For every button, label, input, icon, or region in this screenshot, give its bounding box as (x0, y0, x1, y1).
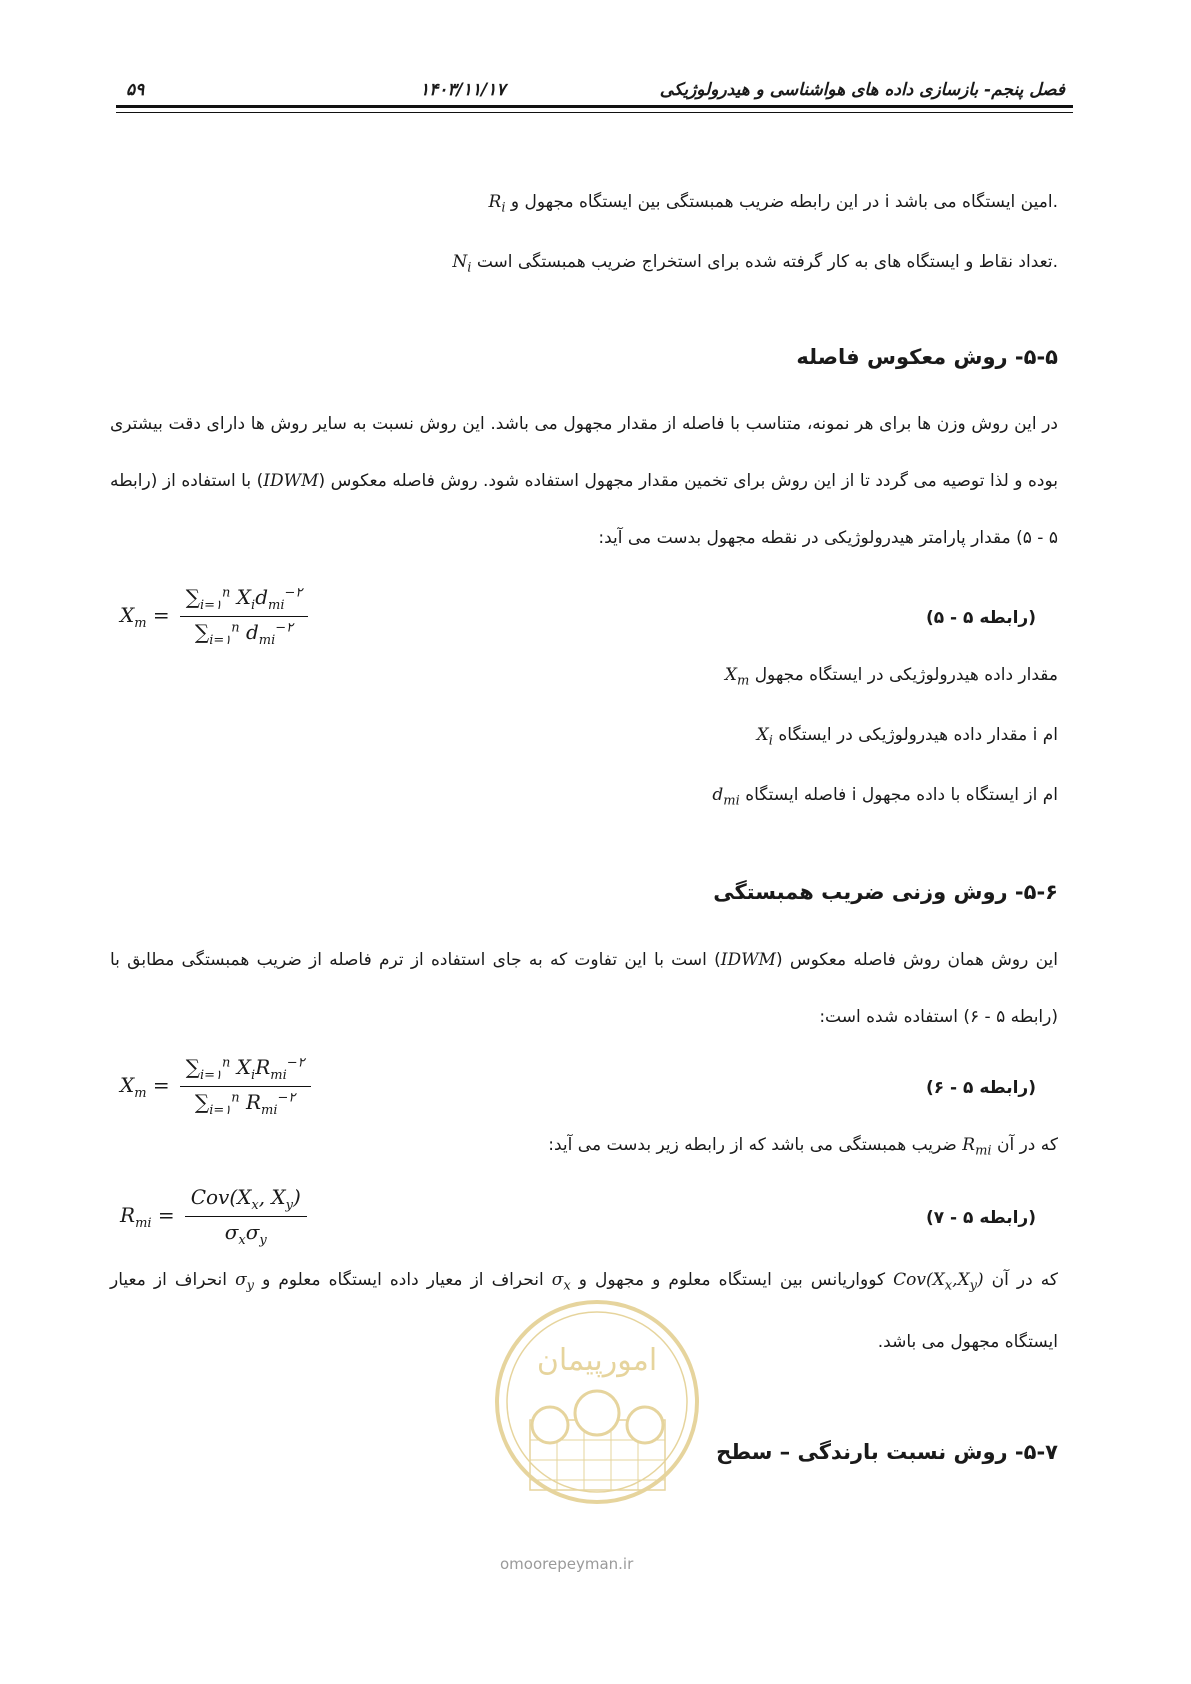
equation-label-5-6: (رابطه ۵ - ۶) (925, 1078, 1036, 1098)
watermark-url: omoorepeyman.ir (500, 1555, 634, 1573)
n-definition-text: تعداد نقاط و ایستگاه های به کار گرفته شده برای استخراج ضریب همبستگی است. (476, 252, 1058, 272)
equation-5-6: $X_m$ = $\frac{\sum_{i=۱}^n X_iR_{mi}^{-۲}}{\sum_{i=۱}^n R_{mi}^{-۲}}$ (120, 1055, 311, 1118)
section-5-6-paragraph: این روش همان روش فاصله معکوس (IDWM) است با این تفاوت که به جای استفاده از ترم فاصله از ضریب همبستگی مطابق با (رابطه ۵ - ۶) استفاده شده است: (110, 950, 1058, 1027)
idwm-symbol: IDWM (263, 471, 319, 491)
equation-5-5: $X_m$ = $\frac{\sum_{i=۱}^n X_id_{mi}^{-۲}}{\sum_{i=۱}^n d_{mi}^{-۲}}$ (120, 585, 308, 648)
definition-r (489, 192, 1058, 215)
section-5-5-paragraph (110, 396, 1058, 567)
rmi-intro-line: که در آن $R_{mi}$ ضریب همبستگی می باشد که از رابطه زیر بدست می آید: (548, 1135, 1058, 1159)
section-heading-5-5: ۵-۵- روش معکوس فاصله (796, 345, 1058, 369)
equation-label-5-7: (رابطه ۵ - ۷) (925, 1208, 1036, 1228)
definition-xm: $X_m$ مقدار داده هیدرولوژیکی در ایستگاه مجهول (724, 665, 1058, 689)
covariance-paragraph: که در آن $Cov(X_x,X_y)$ کوواریانس بین ایستگاه معلوم و مجهول و $\sigma_x$ انحراف از معیار داده ایستگاه معلوم و $\sigma_y$ انحراف از معیار ایستگاه مجهول می باشد. (110, 1270, 1058, 1353)
section-heading-5-7: ۵-۷- روش نسبت بارندگی – سطح (716, 1440, 1058, 1464)
header-date: ۱۴۰۳/۱۱/۱۷ (420, 80, 506, 100)
chapter-title: فصل پنجم- بازسازی داده های هواشناسی و هیدرولوژیکی (659, 80, 1065, 100)
watermark-logo-text: امورپیمان (536, 1343, 658, 1378)
equation-5-7: $R_{mi}$ = $\frac{Cov(X_x, X_y)}{\sigma_x\sigma_y}$ (120, 1185, 307, 1248)
section-heading-5-6: ۵-۶- روش وزنی ضریب همبستگی (713, 880, 1058, 904)
page-number: ۵۹ (126, 80, 145, 100)
para-text: در این روش وزن ها برای هر نمونه، متناسب با فاصله از مقدار مجهول می باشد. این روش نسبت به سایر روش ها دارای دقت بیشتری بوده و لذا توصیه می گردد تا از این روش برای تخمین مقدار مجهول استفاده شود. روش فاصله معکوس ( (110, 414, 1058, 491)
n-symbol: $N_i$ (452, 252, 472, 276)
para-tail: ) با استفاده از (رابطه ۵ - ۵) مقدار پارامتر هیدرولوژیکی در نقطه مجهول بدست می آید: (110, 471, 1058, 548)
definition-n (452, 252, 1058, 275)
r-definition-text: در این رابطه ضریب همبستگی بین ایستگاه مجهول و i امین ایستگاه می باشد. (510, 192, 1058, 212)
header-rule-thin (116, 112, 1073, 113)
equation-label-5-5: (رابطه ۵ - ۵) (925, 608, 1036, 628)
header-rule-thick (116, 105, 1073, 108)
definition-dmi: $d_{mi}$ فاصله ایستگاه i ام از ایستگاه با داده مجهول (712, 785, 1058, 809)
definition-xi: $X_i$ مقدار داده هیدرولوژیکی در ایستگاه i ام (756, 725, 1058, 749)
watermark-logo-icon (490, 1295, 705, 1550)
r-symbol: $R_i$ (488, 192, 506, 216)
